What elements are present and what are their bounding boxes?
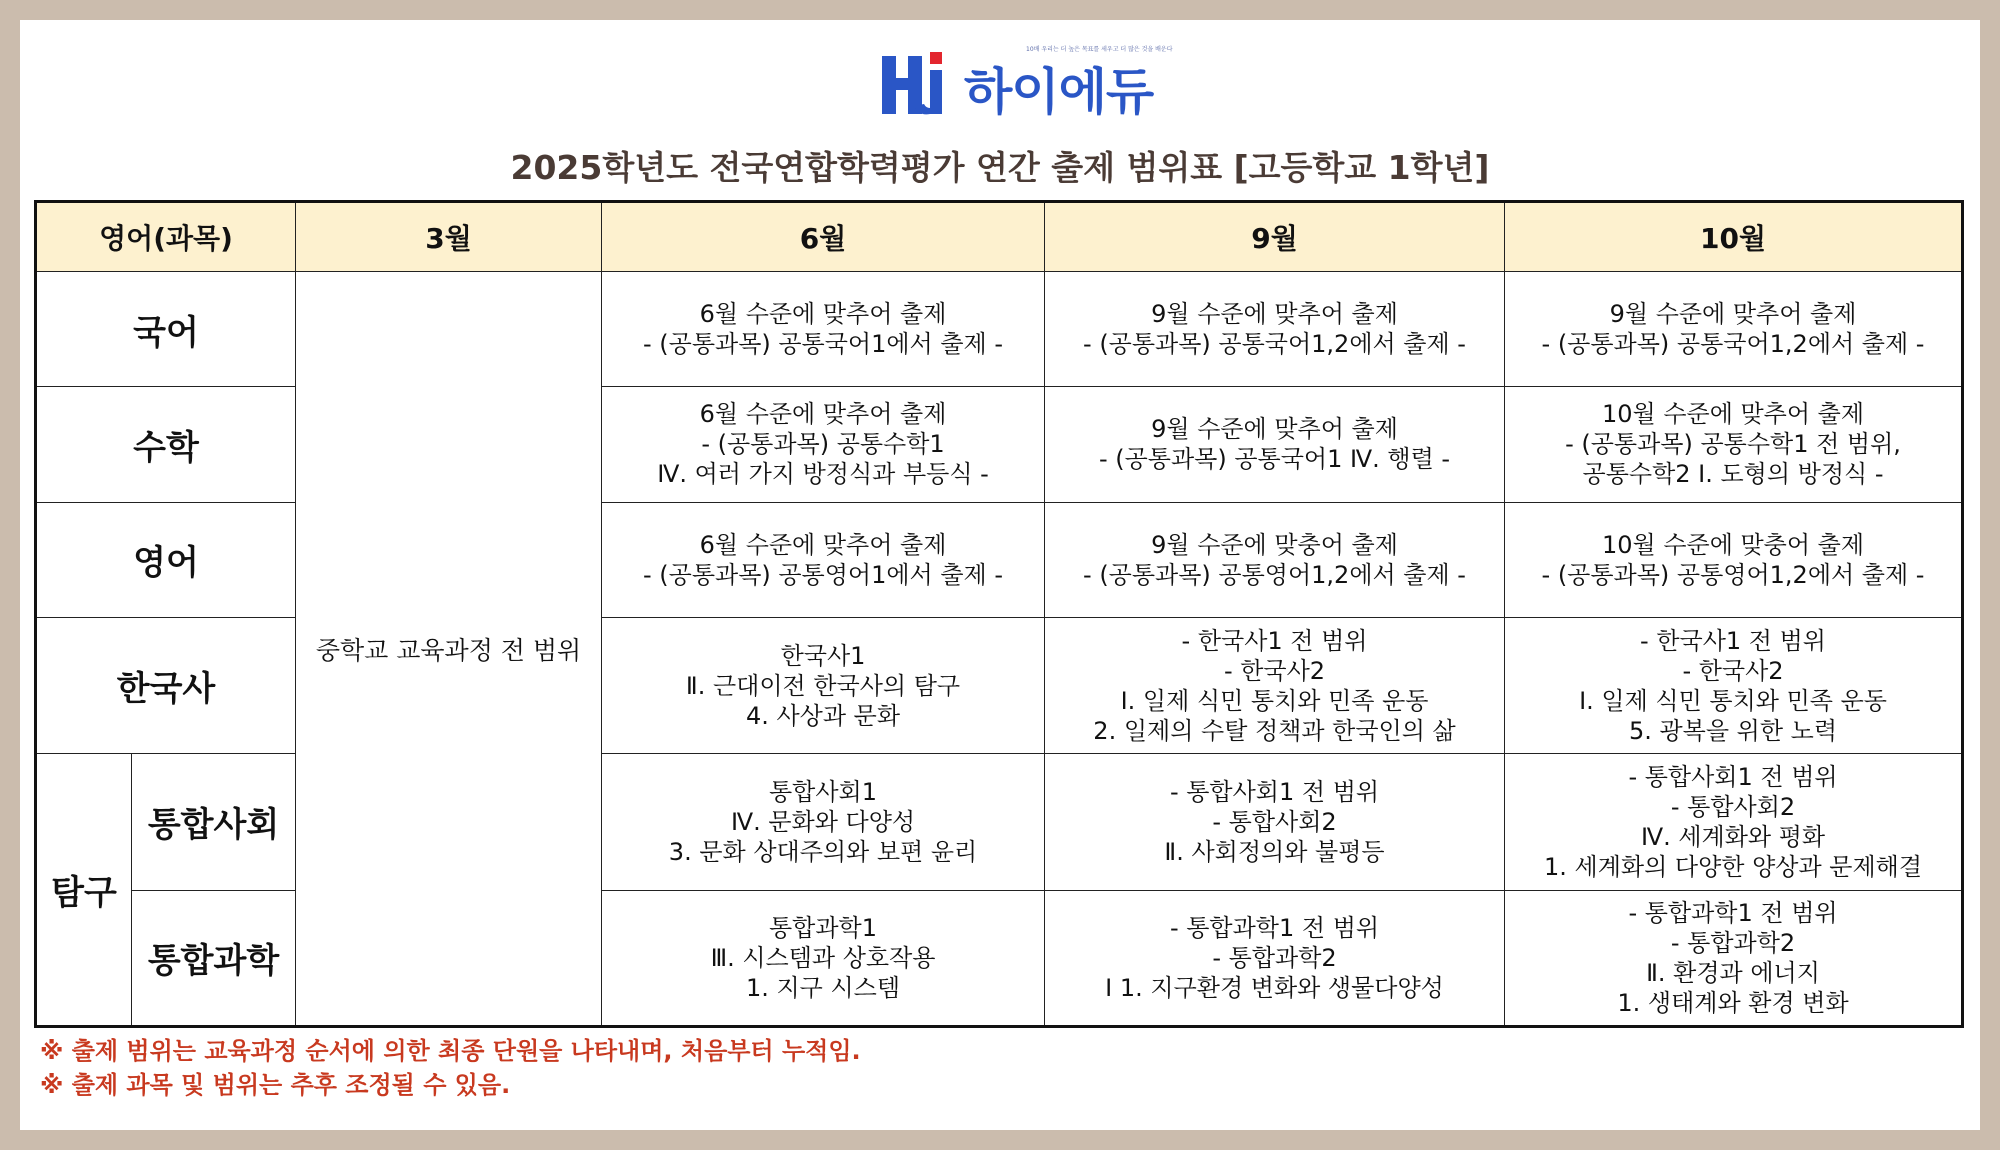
science-june: 통합과학1 Ⅲ. 시스템과 상호작용 1. 지구 시스템 <box>602 890 1045 1026</box>
subject-english: 영어 <box>36 502 296 617</box>
header-september: 9월 <box>1045 202 1505 272</box>
table-row <box>36 272 1963 387</box>
brand-slogan: 10배 우리는 더 높은 목표를 세우고 더 많은 것을 배운다 <box>1026 46 1173 53</box>
history-september: - 한국사1 전 범위 - 한국사2 Ⅰ. 일제 식민 통치와 민족 운동 2. 일제의 수탈 정책과 한국인의 삶 <box>1045 617 1505 753</box>
footnotes <box>40 1034 861 1102</box>
korean-june: 6월 수준에 맞추어 출제 - (공통과목) 공통국어1에서 출제 - <box>602 272 1045 387</box>
subject-math: 수학 <box>36 387 296 502</box>
march-range: 중학교 교육과정 전 범위 <box>296 272 602 1027</box>
math-october: 10월 수준에 맞추어 출제 - (공통과목) 공통수학1 전 범위, 공통수학2 Ⅰ. 도형의 방정식 - <box>1505 387 1963 502</box>
korean-september: 9월 수준에 맞추어 출제 - (공통과목) 공통국어1,2에서 출제 - <box>1045 272 1505 387</box>
hi-logo-icon <box>878 46 958 118</box>
english-june: 6월 수준에 맞추어 출제 - (공통과목) 공통영어1에서 출제 - <box>602 502 1045 617</box>
header-row <box>36 202 1963 272</box>
social-september: - 통합사회1 전 범위 - 통합사회2 Ⅱ. 사회정의와 불평등 <box>1045 754 1505 890</box>
history-october: - 한국사1 전 범위 - 한국사2 Ⅰ. 일제 식민 통치와 민족 운동 5. 광복을 위한 노력 <box>1505 617 1963 753</box>
subject-korean-history: 한국사 <box>36 617 296 753</box>
subject-korean: 국어 <box>36 272 296 387</box>
header-june: 6월 <box>602 202 1045 272</box>
math-september: 9월 수준에 맞추어 출제 - (공통과목) 공통국어1 Ⅳ. 행렬 - <box>1045 387 1505 502</box>
social-october: - 통합사회1 전 범위 - 통합사회2 Ⅳ. 세계화와 평화 1. 세계화의 다양한 양상과 문제해결 <box>1505 754 1963 890</box>
footnote: ※ 출제 범위는 교육과정 순서에 의한 최종 단원을 나타내며, 처음부터 누적임. <box>40 1037 861 1065</box>
history-june: 한국사1 Ⅱ. 근대이전 한국사의 탐구 4. 사상과 문화 <box>602 617 1045 753</box>
subject-integrated-science: 통합과학 <box>132 890 296 1026</box>
page-title: 2025학년도 전국연합학력평가 연간 출제 범위표 [고등학교 1학년] <box>510 148 1490 187</box>
science-october: - 통합과학1 전 범위 - 통합과학2 Ⅱ. 환경과 에너지 1. 생태계와 환경 변화 <box>1505 890 1963 1026</box>
english-october: 10월 수준에 맞충어 출제 - (공통과목) 공통영어1,2에서 출제 - <box>1505 502 1963 617</box>
english-september: 9월 수준에 맞충어 출제 - (공통과목) 공통영어1,2에서 출제 - <box>1045 502 1505 617</box>
schedule-table <box>34 200 1964 1028</box>
brand-logo <box>878 38 1178 128</box>
korean-october: 9월 수준에 맞추어 출제 - (공통과목) 공통국어1,2에서 출제 - <box>1505 272 1963 387</box>
footnote: ※ 출제 과목 및 범위는 추후 조정될 수 있음. <box>40 1071 511 1099</box>
schedule-card <box>20 20 1980 1130</box>
group-inquiry: 탐구 <box>36 754 132 1027</box>
header-march: 3월 <box>296 202 602 272</box>
subject-integrated-social: 통합사회 <box>132 754 296 890</box>
science-september: - 통합과학1 전 범위 - 통합과학2 Ⅰ 1. 지구환경 변화와 생물다양성 <box>1045 890 1505 1026</box>
math-june: 6월 수준에 맞추어 출제 - (공통과목) 공통수학1 Ⅳ. 여러 가지 방정식과 부등식 - <box>602 387 1045 502</box>
social-june: 통합사회1 Ⅳ. 문화와 다양성 3. 문화 상대주의와 보편 윤리 <box>602 754 1045 890</box>
header-subject: 영어(과목) <box>36 202 296 272</box>
brand-name: 하이에듀 <box>964 63 1154 121</box>
header-october: 10월 <box>1505 202 1963 272</box>
